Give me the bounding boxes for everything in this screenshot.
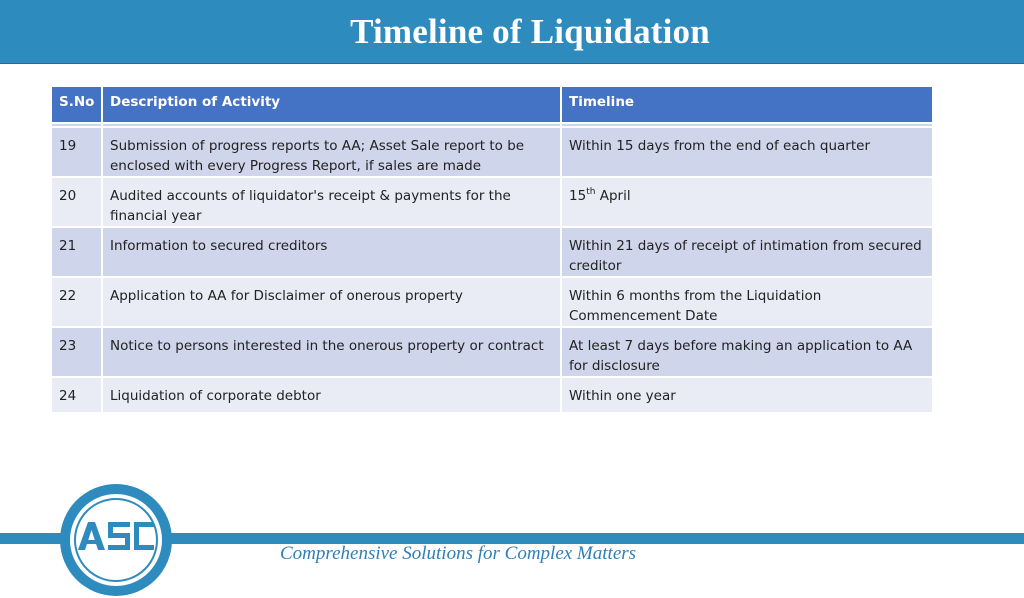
timeline-month: April	[595, 188, 631, 204]
page-title: Timeline of Liquidation	[350, 11, 710, 51]
liquidation-timeline-table	[50, 85, 934, 414]
table-row	[51, 327, 933, 377]
cell-timeline: Within one year	[561, 377, 933, 413]
cell-timeline	[561, 177, 933, 227]
cell-timeline: Within 21 days of receipt of intimation from secured creditor	[561, 227, 933, 277]
asc-logo	[58, 482, 174, 598]
timeline-day: 15	[569, 188, 587, 204]
cell-description: Liquidation of corporate debtor	[102, 377, 561, 413]
title-bar	[0, 0, 1024, 64]
cell-sno: 23	[51, 327, 102, 377]
cell-description: Submission of progress reports to AA; Asset Sale report to be enclosed with every Progress Report, if sales are made	[102, 127, 561, 177]
cell-timeline: Within 15 days from the end of each quarter	[561, 127, 933, 177]
header-timeline: Timeline	[561, 86, 933, 123]
table-row	[51, 127, 933, 177]
table-row	[51, 277, 933, 327]
cell-description: Application to AA for Disclaimer of onerous property	[102, 277, 561, 327]
cell-timeline: At least 7 days before making an application to AA for disclosure	[561, 327, 933, 377]
table-row	[51, 227, 933, 277]
header-sno: S.No	[51, 86, 102, 123]
cell-sno: 21	[51, 227, 102, 277]
header-description: Description of Activity	[102, 86, 561, 123]
table-header-row	[51, 86, 933, 123]
table-row	[51, 177, 933, 227]
cell-sno: 19	[51, 127, 102, 177]
cell-sno: 20	[51, 177, 102, 227]
cell-description: Notice to persons interested in the onerous property or contract	[102, 327, 561, 377]
cell-description: Information to secured creditors	[102, 227, 561, 277]
cell-description: Audited accounts of liquidator's receipt & payments for the financial year	[102, 177, 561, 227]
cell-sno: 22	[51, 277, 102, 327]
table-row	[51, 377, 933, 413]
footer-tagline: Comprehensive Solutions for Complex Matters	[280, 543, 637, 564]
cell-timeline: Within 6 months from the Liquidation Commencement Date	[561, 277, 933, 327]
cell-sno: 24	[51, 377, 102, 413]
timeline-ordinal: th	[586, 186, 596, 197]
